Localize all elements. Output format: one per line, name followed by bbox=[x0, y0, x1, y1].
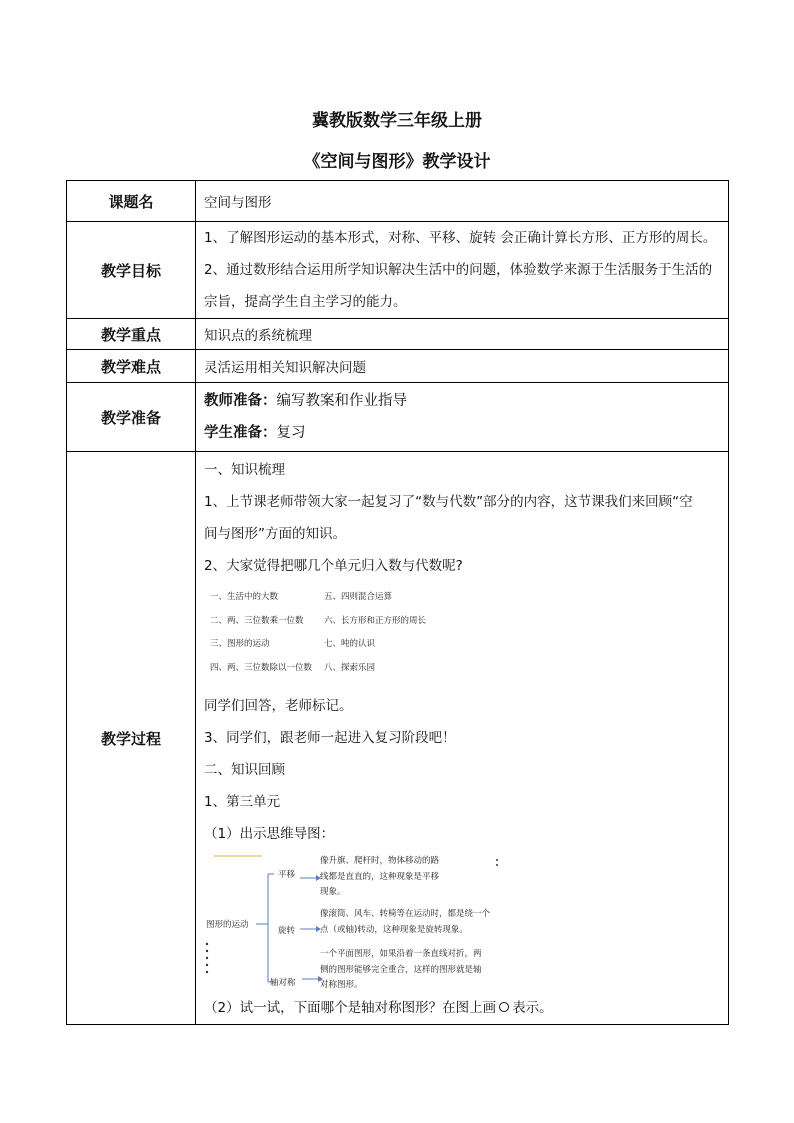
mind-map-desc-symmetry bbox=[320, 947, 510, 994]
process-text-3: 2、大家觉得把哪几个单元归入数与代数呢? bbox=[204, 558, 463, 574]
unit-list bbox=[210, 586, 724, 680]
row-key bbox=[67, 319, 729, 350]
desc-line: 现象。 bbox=[320, 887, 346, 897]
row-process bbox=[67, 452, 729, 1025]
process-text-1: 1、上节课老师带领大家一起复习了“数与代数”部分的内容，这节课我们来回顾“空 bbox=[204, 494, 693, 510]
goal-line-1: 1、了解图形运动的基本形式，对称、平移、旋转 会正确计算长方形、正方形的周长。 bbox=[204, 230, 717, 246]
row-goals bbox=[67, 222, 729, 319]
unit-item: 二、两、三位数乘一位数 bbox=[210, 615, 304, 626]
process-text-2: 间与图形”方面的知识。 bbox=[204, 526, 346, 542]
process-text-6: 1、第三单元 bbox=[204, 794, 281, 810]
process-text-8 bbox=[204, 992, 724, 1024]
unit-item: 六、长方形和正方形的周长 bbox=[324, 615, 427, 626]
unit-item: 三、图形的运动 bbox=[210, 639, 270, 649]
prep-teacher-label: 教师准备： bbox=[204, 393, 277, 409]
unit-item: 一、生活中的大数 bbox=[210, 592, 279, 602]
process-text-5: 3、同学们，跟老师一起进入复习阶段吧！ bbox=[204, 730, 456, 746]
prep-student bbox=[204, 417, 724, 449]
desc-line: 点（或轴)转动，这种现象是旋转现象。 bbox=[320, 924, 468, 935]
mind-map-branch-translation: 平移 bbox=[278, 870, 296, 880]
process-heading-2: 二、知识回顾 bbox=[204, 762, 285, 778]
value-topic: 空间与图形 bbox=[196, 181, 729, 222]
mind-map-branch-symmetry: 轴对称 bbox=[270, 978, 296, 988]
label-difficulty: 教学难点 bbox=[67, 350, 196, 383]
goal-line-2: 2、通过数形结合运用所学知识解决生活中的问题，体验数学来源于生活服务于生活的 bbox=[204, 262, 713, 278]
desc-line: 一个平面图形，如果沿着一条直线对折，两 bbox=[320, 949, 482, 959]
row-difficulty bbox=[67, 350, 729, 383]
mind-map-branch-rotation: 旋转 bbox=[278, 926, 296, 936]
prep-teacher bbox=[204, 385, 724, 417]
process-text-4: 同学们回答，老师标记。 bbox=[204, 698, 353, 714]
row-topic bbox=[67, 181, 729, 222]
document-subtitle: 《空间与图形》教学设计 bbox=[303, 152, 491, 172]
row-prep bbox=[67, 383, 729, 452]
try-prompt: （2）试一试，下面哪个是轴对称图形？在图上画 bbox=[204, 1000, 497, 1016]
label-key: 教学重点 bbox=[67, 319, 196, 350]
mind-map bbox=[204, 854, 724, 992]
unit-item: 四、两、三位数除以一位数 bbox=[210, 662, 313, 673]
prep-student-label: 学生准备： bbox=[204, 425, 277, 441]
mind-map-desc-translation bbox=[320, 854, 510, 901]
desc-line: 对称图形。 bbox=[320, 980, 363, 990]
document-title: 冀教版数学三年级上册 bbox=[312, 111, 482, 131]
desc-line: 侧的图形能够完全重合，这样的图形就是轴 bbox=[320, 964, 482, 975]
label-prep: 教学准备 bbox=[67, 383, 196, 452]
process-text-7: （1）出示思维导图： bbox=[204, 826, 335, 842]
prep-teacher-value: 编写教案和作业指导 bbox=[276, 393, 407, 409]
label-process: 教学过程 bbox=[67, 452, 196, 1025]
circle-icon bbox=[499, 1002, 509, 1012]
unit-item: 八、探索乐园 bbox=[324, 662, 376, 673]
prep-student-value: 复习 bbox=[276, 425, 306, 441]
desc-line: 像升旗、爬杆时，物体移动的路 bbox=[320, 856, 440, 866]
unit-item: 七、吨的认识 bbox=[324, 639, 376, 649]
process-heading-1: 一、知识梳理 bbox=[204, 462, 285, 478]
value-goals bbox=[196, 222, 729, 319]
desc-line: 线都是直直的，这种现象是平移 bbox=[320, 871, 440, 882]
mind-map-desc-rotation bbox=[320, 907, 510, 938]
goal-line-3: 宗旨，提高学生自主学习的能力。 bbox=[204, 294, 407, 310]
unit-item: 五、四则混合运算 bbox=[324, 592, 393, 602]
mind-map-root: 图形的运动 bbox=[206, 920, 249, 930]
value-difficulty: 灵活运用相关知识解决问题 bbox=[196, 350, 729, 383]
try-prompt-end: 表示。 bbox=[512, 1000, 553, 1016]
label-topic: 课题名 bbox=[67, 181, 196, 222]
value-process bbox=[196, 452, 729, 1025]
desc-line: 像滚筒、风车、转椅等在运动时，都是绕一个 bbox=[320, 909, 491, 919]
value-key: 知识点的系统梳理 bbox=[196, 319, 729, 350]
label-goals: 教学目标 bbox=[67, 222, 196, 319]
lesson-plan-table bbox=[66, 180, 729, 1025]
value-prep bbox=[196, 383, 729, 452]
